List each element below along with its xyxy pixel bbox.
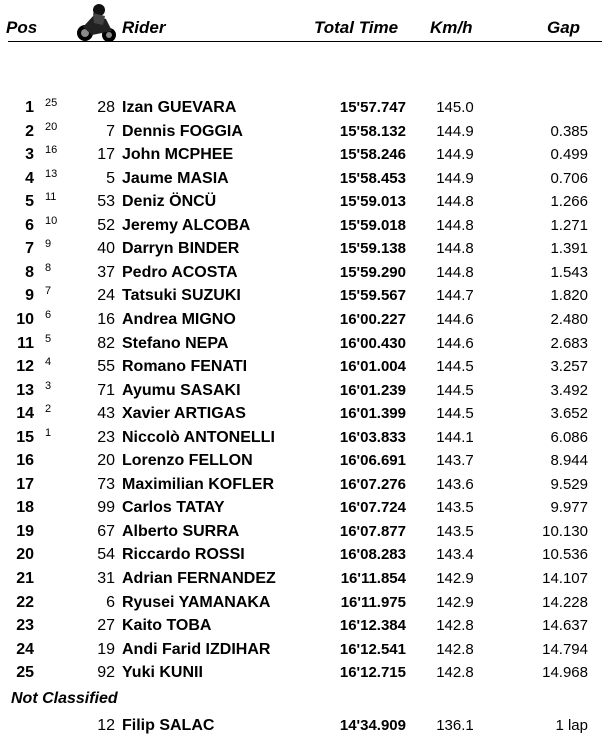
points: 8 bbox=[45, 261, 52, 274]
speed-kmh: 142.8 bbox=[436, 664, 474, 682]
result-row bbox=[0, 402, 610, 425]
kmh-header: Km/h bbox=[430, 18, 473, 37]
gap: 14.228 bbox=[542, 593, 588, 611]
rider-name: Yuki KUNII bbox=[122, 664, 203, 682]
total-time: 16'00.227 bbox=[339, 310, 406, 328]
rider-name: Ryusei YAMANAKA bbox=[122, 593, 271, 611]
total-time: 15'58.453 bbox=[339, 169, 406, 187]
rider-number: 23 bbox=[97, 428, 115, 446]
result-row bbox=[0, 567, 610, 590]
gap: 1.543 bbox=[550, 263, 588, 281]
rider-number: 31 bbox=[97, 570, 115, 587]
position: 13 bbox=[16, 381, 34, 399]
rider-number: 71 bbox=[97, 381, 115, 399]
total-time: 16'01.399 bbox=[339, 405, 406, 423]
position: 5 bbox=[25, 193, 34, 211]
speed-kmh: 144.8 bbox=[436, 216, 474, 234]
speed-kmh: 144.6 bbox=[436, 310, 474, 328]
rider-name: Lorenzo FELLON bbox=[122, 452, 253, 470]
total-time: 15'59.138 bbox=[339, 240, 406, 258]
rider-number: 12 bbox=[97, 717, 115, 734]
speed-kmh: 143.6 bbox=[436, 475, 474, 493]
rider-number: 6 bbox=[106, 593, 115, 611]
rider-name: Andrea MIGNO bbox=[122, 310, 236, 328]
results-header bbox=[0, 0, 610, 46]
pos-header: Pos bbox=[6, 18, 38, 37]
points: 6 bbox=[45, 308, 52, 321]
speed-kmh: 144.6 bbox=[436, 334, 474, 352]
position: 11 bbox=[17, 334, 34, 352]
total-time: 16'00.430 bbox=[339, 334, 406, 352]
rider-number: 37 bbox=[97, 263, 115, 281]
speed-kmh: 144.5 bbox=[436, 381, 474, 399]
rider-number: 20 bbox=[97, 452, 115, 470]
position: 1 bbox=[25, 99, 34, 116]
result-row bbox=[0, 496, 610, 519]
position: 20 bbox=[16, 546, 34, 564]
position: 21 bbox=[16, 570, 34, 587]
rider-name: Pedro ACOSTA bbox=[122, 263, 238, 281]
rider-number: 67 bbox=[97, 522, 115, 540]
gap: 1 lap bbox=[555, 717, 588, 734]
points: 5 bbox=[45, 332, 52, 345]
rider-number: 53 bbox=[97, 193, 115, 211]
gap: 14.794 bbox=[542, 640, 588, 658]
rider-name: Alberto SURRA bbox=[122, 522, 240, 540]
total-time: 15'59.290 bbox=[339, 263, 406, 281]
total-time: 14'34.909 bbox=[339, 717, 406, 734]
total-time: 16'11.854 bbox=[340, 570, 406, 587]
gap: 8.944 bbox=[550, 452, 588, 470]
total-time: 15'59.567 bbox=[339, 287, 406, 305]
points: 20 bbox=[45, 120, 58, 133]
result-row bbox=[0, 214, 610, 237]
points: 11 bbox=[45, 191, 57, 204]
position: 12 bbox=[16, 358, 34, 376]
result-row bbox=[0, 332, 610, 355]
gap: 6.086 bbox=[550, 428, 588, 446]
speed-kmh: 144.1 bbox=[436, 428, 474, 446]
result-row bbox=[0, 379, 610, 402]
rider-name: Niccolò ANTONELLI bbox=[122, 428, 275, 446]
rider-number: 40 bbox=[97, 240, 115, 258]
result-row bbox=[0, 543, 610, 566]
result-row bbox=[0, 520, 610, 543]
gap: 1.391 bbox=[550, 240, 588, 258]
rider-name: Jaume MASIA bbox=[122, 169, 229, 187]
rider-number: 55 bbox=[97, 358, 115, 376]
rider-name: Maximilian KOFLER bbox=[122, 475, 275, 493]
gap: 0.499 bbox=[550, 146, 588, 164]
speed-kmh: 142.8 bbox=[436, 617, 474, 635]
points: 1 bbox=[45, 426, 52, 439]
gap: 14.107 bbox=[542, 570, 588, 587]
points: 10 bbox=[45, 214, 58, 227]
total-time: 15'59.013 bbox=[339, 193, 406, 211]
rider-name: Kaito TOBA bbox=[122, 617, 212, 635]
position: 15 bbox=[16, 428, 34, 446]
rider-number: 28 bbox=[97, 99, 115, 116]
speed-kmh: 144.8 bbox=[436, 193, 474, 211]
gap: 10.130 bbox=[542, 522, 588, 540]
rider-number: 43 bbox=[97, 405, 115, 423]
gap: 0.706 bbox=[550, 169, 588, 187]
points: 25 bbox=[45, 97, 58, 109]
position: 2 bbox=[25, 122, 34, 140]
rider-name: Ayumu SASAKI bbox=[122, 381, 241, 399]
rider-name: Romano FENATI bbox=[122, 358, 248, 376]
result-row bbox=[0, 284, 610, 307]
result-row bbox=[0, 473, 610, 496]
gap: 1.271 bbox=[550, 216, 588, 234]
gap: 9.977 bbox=[550, 499, 588, 517]
total-time: 15'58.132 bbox=[339, 122, 406, 140]
position: 8 bbox=[25, 263, 34, 281]
speed-kmh: 144.5 bbox=[436, 405, 474, 423]
result-row bbox=[0, 614, 610, 637]
speed-kmh: 144.8 bbox=[436, 240, 474, 258]
gap: 1.266 bbox=[550, 193, 588, 211]
rider-number: 54 bbox=[97, 546, 115, 564]
position: 18 bbox=[16, 499, 34, 517]
rider-name: Izan GUEVARA bbox=[122, 99, 237, 116]
speed-kmh: 143.4 bbox=[436, 546, 474, 564]
rider-number: 7 bbox=[106, 122, 115, 140]
total-time: 16'12.384 bbox=[339, 617, 406, 635]
rider-name: Tatsuki SUZUKI bbox=[122, 287, 241, 305]
position: 3 bbox=[25, 146, 34, 164]
rider-name: Darryn BINDER bbox=[122, 240, 240, 258]
total-time: 16'07.724 bbox=[339, 499, 406, 517]
result-row bbox=[0, 237, 610, 260]
total-time: 16'01.004 bbox=[339, 358, 406, 376]
speed-kmh: 144.7 bbox=[436, 287, 474, 305]
gap-header: Gap bbox=[547, 18, 581, 37]
rider-number: 82 bbox=[97, 334, 115, 352]
rider-name: Stefano NEPA bbox=[122, 334, 229, 352]
rider-name: Andi Farid IZDIHAR bbox=[122, 640, 271, 658]
speed-kmh: 144.9 bbox=[436, 169, 474, 187]
position: 7 bbox=[25, 240, 34, 258]
gap: 2.480 bbox=[550, 310, 588, 328]
speed-kmh: 145.0 bbox=[436, 99, 474, 116]
position: 10 bbox=[16, 310, 34, 328]
total-time: 16'11.975 bbox=[340, 593, 406, 611]
rider-number: 16 bbox=[97, 310, 115, 328]
result-row bbox=[0, 308, 610, 331]
total-time: 16'07.276 bbox=[339, 475, 406, 493]
rider-header: Rider bbox=[122, 18, 166, 37]
points: 2 bbox=[45, 403, 52, 416]
speed-kmh: 143.5 bbox=[436, 522, 474, 540]
not-classified-title: Not Classified bbox=[11, 690, 118, 707]
total-time: 16'03.833 bbox=[339, 428, 406, 446]
rider-name: Riccardo ROSSI bbox=[122, 546, 245, 564]
position: 24 bbox=[16, 640, 34, 658]
rider-number: 27 bbox=[97, 617, 115, 635]
position: 16 bbox=[16, 452, 34, 470]
rider-name: Xavier ARTIGAS bbox=[122, 405, 246, 423]
position: 6 bbox=[25, 216, 34, 234]
rider-name: Adrian FERNANDEZ bbox=[122, 570, 276, 587]
speed-kmh: 142.8 bbox=[436, 640, 474, 658]
rider-number: 99 bbox=[97, 499, 115, 517]
result-row bbox=[0, 261, 610, 284]
result-row bbox=[0, 638, 610, 661]
rider-name: John MCPHEE bbox=[122, 146, 234, 164]
speed-kmh: 144.9 bbox=[436, 146, 474, 164]
position: 22 bbox=[16, 593, 34, 611]
rider-name: Dennis FOGGIA bbox=[122, 122, 243, 140]
result-row bbox=[0, 167, 610, 190]
rider-number: 92 bbox=[97, 664, 115, 682]
result-row bbox=[0, 190, 610, 213]
result-row bbox=[0, 591, 610, 614]
result-row bbox=[0, 449, 610, 472]
points: 3 bbox=[45, 379, 52, 392]
speed-kmh: 144.8 bbox=[436, 263, 474, 281]
gap: 3.652 bbox=[550, 405, 588, 423]
result-row bbox=[0, 661, 610, 684]
points: 9 bbox=[45, 238, 52, 251]
rider-name: Jeremy ALCOBA bbox=[122, 216, 251, 234]
gap: 3.257 bbox=[550, 358, 588, 376]
gap: 14.637 bbox=[542, 617, 588, 635]
result-row bbox=[0, 355, 610, 378]
total-time: 16'12.541 bbox=[339, 640, 406, 658]
result-row bbox=[0, 143, 610, 166]
not-classified-row bbox=[0, 714, 610, 737]
header-divider bbox=[8, 41, 602, 42]
result-row bbox=[0, 120, 610, 143]
rider-number: 17 bbox=[97, 146, 115, 164]
gap: 10.536 bbox=[542, 546, 588, 564]
total-time: 16'01.239 bbox=[339, 381, 406, 399]
gap: 1.820 bbox=[550, 287, 588, 305]
rider-number: 5 bbox=[106, 169, 115, 187]
total-time: 15'57.747 bbox=[339, 99, 406, 116]
points: 4 bbox=[45, 356, 52, 369]
position: 19 bbox=[16, 522, 34, 540]
rider-number: 19 bbox=[97, 640, 115, 658]
points: 7 bbox=[45, 285, 52, 298]
rider-number: 52 bbox=[97, 216, 115, 234]
speed-kmh: 144.9 bbox=[436, 122, 474, 140]
rider-name: Filip SALAC bbox=[122, 717, 215, 734]
total-time: 16'12.715 bbox=[339, 664, 406, 682]
result-row bbox=[0, 426, 610, 449]
points: 13 bbox=[45, 167, 58, 180]
gap: 9.529 bbox=[550, 475, 588, 493]
result-row bbox=[0, 96, 610, 119]
speed-kmh: 144.5 bbox=[436, 358, 474, 376]
gap: 14.968 bbox=[542, 664, 588, 682]
speed-kmh: 142.9 bbox=[436, 570, 474, 587]
total-time: 16'07.877 bbox=[339, 522, 406, 540]
rider-number: 24 bbox=[97, 287, 115, 305]
rider-number: 73 bbox=[97, 475, 115, 493]
speed-kmh: 136.1 bbox=[436, 717, 474, 734]
position: 23 bbox=[16, 617, 34, 635]
total-time: 15'59.018 bbox=[339, 216, 406, 234]
total-time: 16'06.691 bbox=[339, 452, 406, 470]
position: 17 bbox=[16, 475, 34, 493]
points: 16 bbox=[45, 144, 58, 157]
position: 25 bbox=[16, 664, 34, 682]
position: 14 bbox=[16, 405, 34, 423]
rider-name: Carlos TATAY bbox=[122, 499, 225, 517]
speed-kmh: 143.5 bbox=[436, 499, 474, 517]
total-time-header: Total Time bbox=[314, 18, 399, 37]
total-time: 16'08.283 bbox=[339, 546, 406, 564]
position: 4 bbox=[25, 169, 34, 187]
gap: 2.683 bbox=[550, 334, 588, 352]
motorcycle-rider-icon bbox=[76, 3, 118, 45]
speed-kmh: 142.9 bbox=[436, 593, 474, 611]
gap: 3.492 bbox=[550, 381, 588, 399]
speed-kmh: 143.7 bbox=[436, 452, 474, 470]
position: 9 bbox=[25, 287, 34, 305]
gap: 0.385 bbox=[550, 122, 588, 140]
total-time: 15'58.246 bbox=[339, 146, 406, 164]
rider-name: Deniz ÖNCÜ bbox=[122, 193, 217, 211]
